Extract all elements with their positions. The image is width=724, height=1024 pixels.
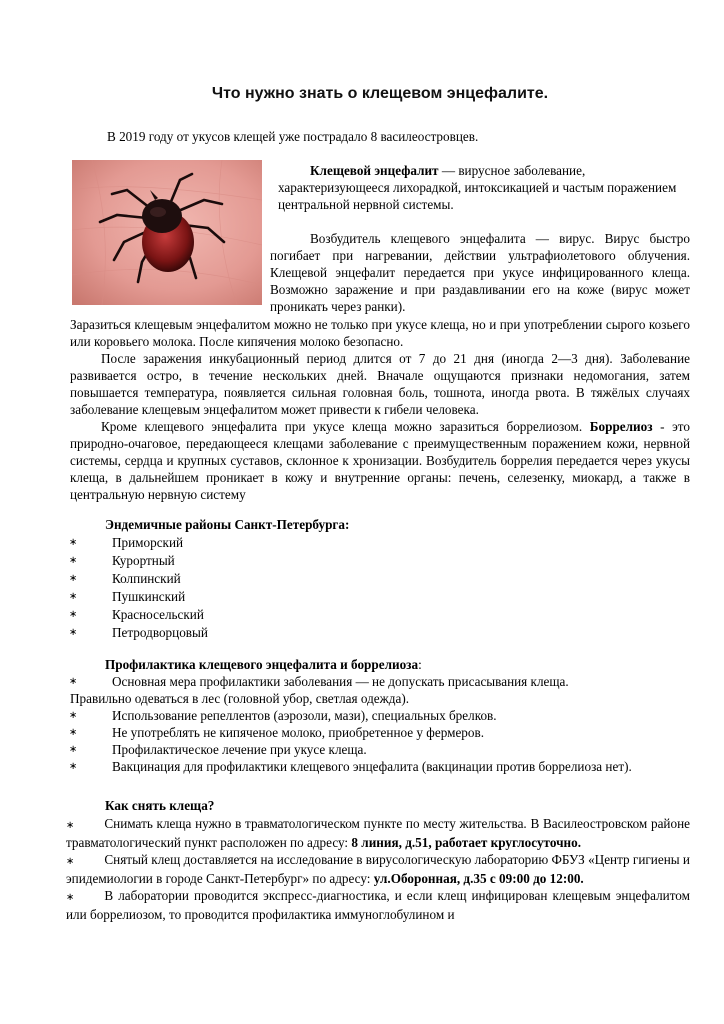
tick-photo-icon [72,160,262,305]
bullet-icon: ∗ [69,710,78,721]
list-item: ∗ Пушкинский [69,589,186,604]
list-item-continuation: Правильно одеваться в лес (головной убор, светлая одежда). [70,691,410,706]
virus-continued-text: Заразиться клещевым энцефалитом можно не только при укусе клеща, но и при употреблении сырого козьего или коровьего молока. После кипячения молоко безопасно. [70,317,690,349]
definition-term: Клещевой энцефалит [310,163,439,178]
list-item: ∗ Курортный [69,553,175,568]
prevention-list [66,673,690,775]
removal-item: ∗ Снимать клеща нужно в травматологическом пункте по месту жительства. В Василеостровском районе травматологический пункт расположен по адресу: 8 линия, д.51, работает круглосуточно. [66,816,690,850]
borrelia-term: Боррелиоз [589,419,653,434]
bullet-icon: ∗ [66,820,75,831]
bullet-icon: ∗ [69,591,78,602]
borrelia-text: - это природно-очаговое, передающееся клещами заболевание с преимущественным поражением кожи, нервной системы, сердца и крупных суставов, склонное к хронизации. Возбудитель боррелия передается через укусы клеща, в дальнейшем проникает в кожу и внутренние органы: печень, селезенку, миокард, а также в центральную нервную систему [70,419,690,502]
bullet-icon: ∗ [69,744,78,755]
districts-heading: Эндемичные районы Санкт-Петербурга: [105,517,350,532]
definition-paragraph [278,162,690,213]
list-item: ∗ Петродворцовый [69,625,208,640]
list-item: ∗ Вакцинация для профилактики клещевого энцефалита (вакцинации против боррелиоза нет). [69,759,632,774]
list-item: ∗ Профилактическое лечение при укусе клеща. [69,742,367,757]
definition-text: — вирусное заболевание, характеризующееся лихорадкой, интоксикацией и частым поражением центральной нервной системы. [278,163,677,212]
bullet-icon: ∗ [69,609,78,620]
borrelia-paragraph [70,418,690,503]
page-title: Что нужно знать о клещевом энцефалите. [211,85,549,102]
list-item: ∗ Приморский [69,535,184,550]
main-text-block [70,316,690,503]
borrelia-intro: Кроме клещевого энцефалита при укусе клеща можно заразиться боррелиозом. [101,419,590,434]
bullet-icon: ∗ [69,761,78,772]
bullet-icon: ∗ [66,856,75,867]
bullet-icon: ∗ [69,727,78,738]
list-item: ∗ Красносельский [69,607,204,622]
districts-list [66,534,691,642]
list-item: ∗ Колпинский [69,571,181,586]
bullet-icon: ∗ [69,573,78,584]
removal-block [66,815,690,923]
prevention-heading: Профилактика клещевого энцефалита и боррелиоза: [105,657,422,672]
removal-item: ∗ В лаборатории проводится экспресс-диагностика, и если клещ инфицирован клещевым энцефалитом или боррелиозом, то проводится профилактика иммуноглобулином и [66,888,690,922]
removal-heading: Как снять клеща? [105,798,215,813]
bullet-icon: ∗ [66,892,75,903]
incubation-paragraph: После заражения инкубационный период длится от 7 до 21 дня (иногда 2—3 дня). Заболевание развивается остро, в течение нескольких дней. Вначале ощущаются признаки недомогания, затем повышается температура, появляется сильная головная боль, тошнота, иногда рвота. В тяжёлых случаях заболевание клещевым энцефалитом может привести к гибели человека. [70,351,690,417]
removal-item: ∗ Снятый клещ доставляется на исследование в вирусологическую лабораторию ФБУЗ «Центр гигиены и эпидемиологии в городе Санкт-Петербург» по адресу: ул.Оборонная, д.35 с 09:00 до 12:00. [66,852,690,886]
virus-text: Возбудитель клещевого энцефалита — вирус. Вирус быстро погибает при нагревании, действии ультрафиолетового облучения. Клещевой энцефалит передается при укусе инфицированного клеща. Возможно заражение и при раздавливании его на коже (вирус может проникать через ранки). [270,231,690,314]
lab-address: ул.Оборонная, д.35 с 09:00 до 12:00. [373,871,584,886]
trauma-address: 8 линия, д.51, работает круглосуточно. [351,835,582,850]
bullet-icon: ∗ [69,627,78,638]
bullet-icon: ∗ [69,555,78,566]
intro-paragraph: В 2019 году от укусов клещей уже пострадало 8 василеостровцев. [107,129,479,144]
list-item: ∗ Основная мера профилактики заболевания — не допускать присасывания клеща. [69,674,569,689]
list-item: ∗ Использование репеллентов (аэрозоли, мази), специальных брелков. [69,708,497,723]
list-item: ∗ Не употреблять не кипяченое молоко, приобретенное у фермеров. [69,725,485,740]
bullet-icon: ∗ [69,537,78,548]
virus-paragraph [270,230,690,315]
bullet-icon: ∗ [69,676,78,687]
